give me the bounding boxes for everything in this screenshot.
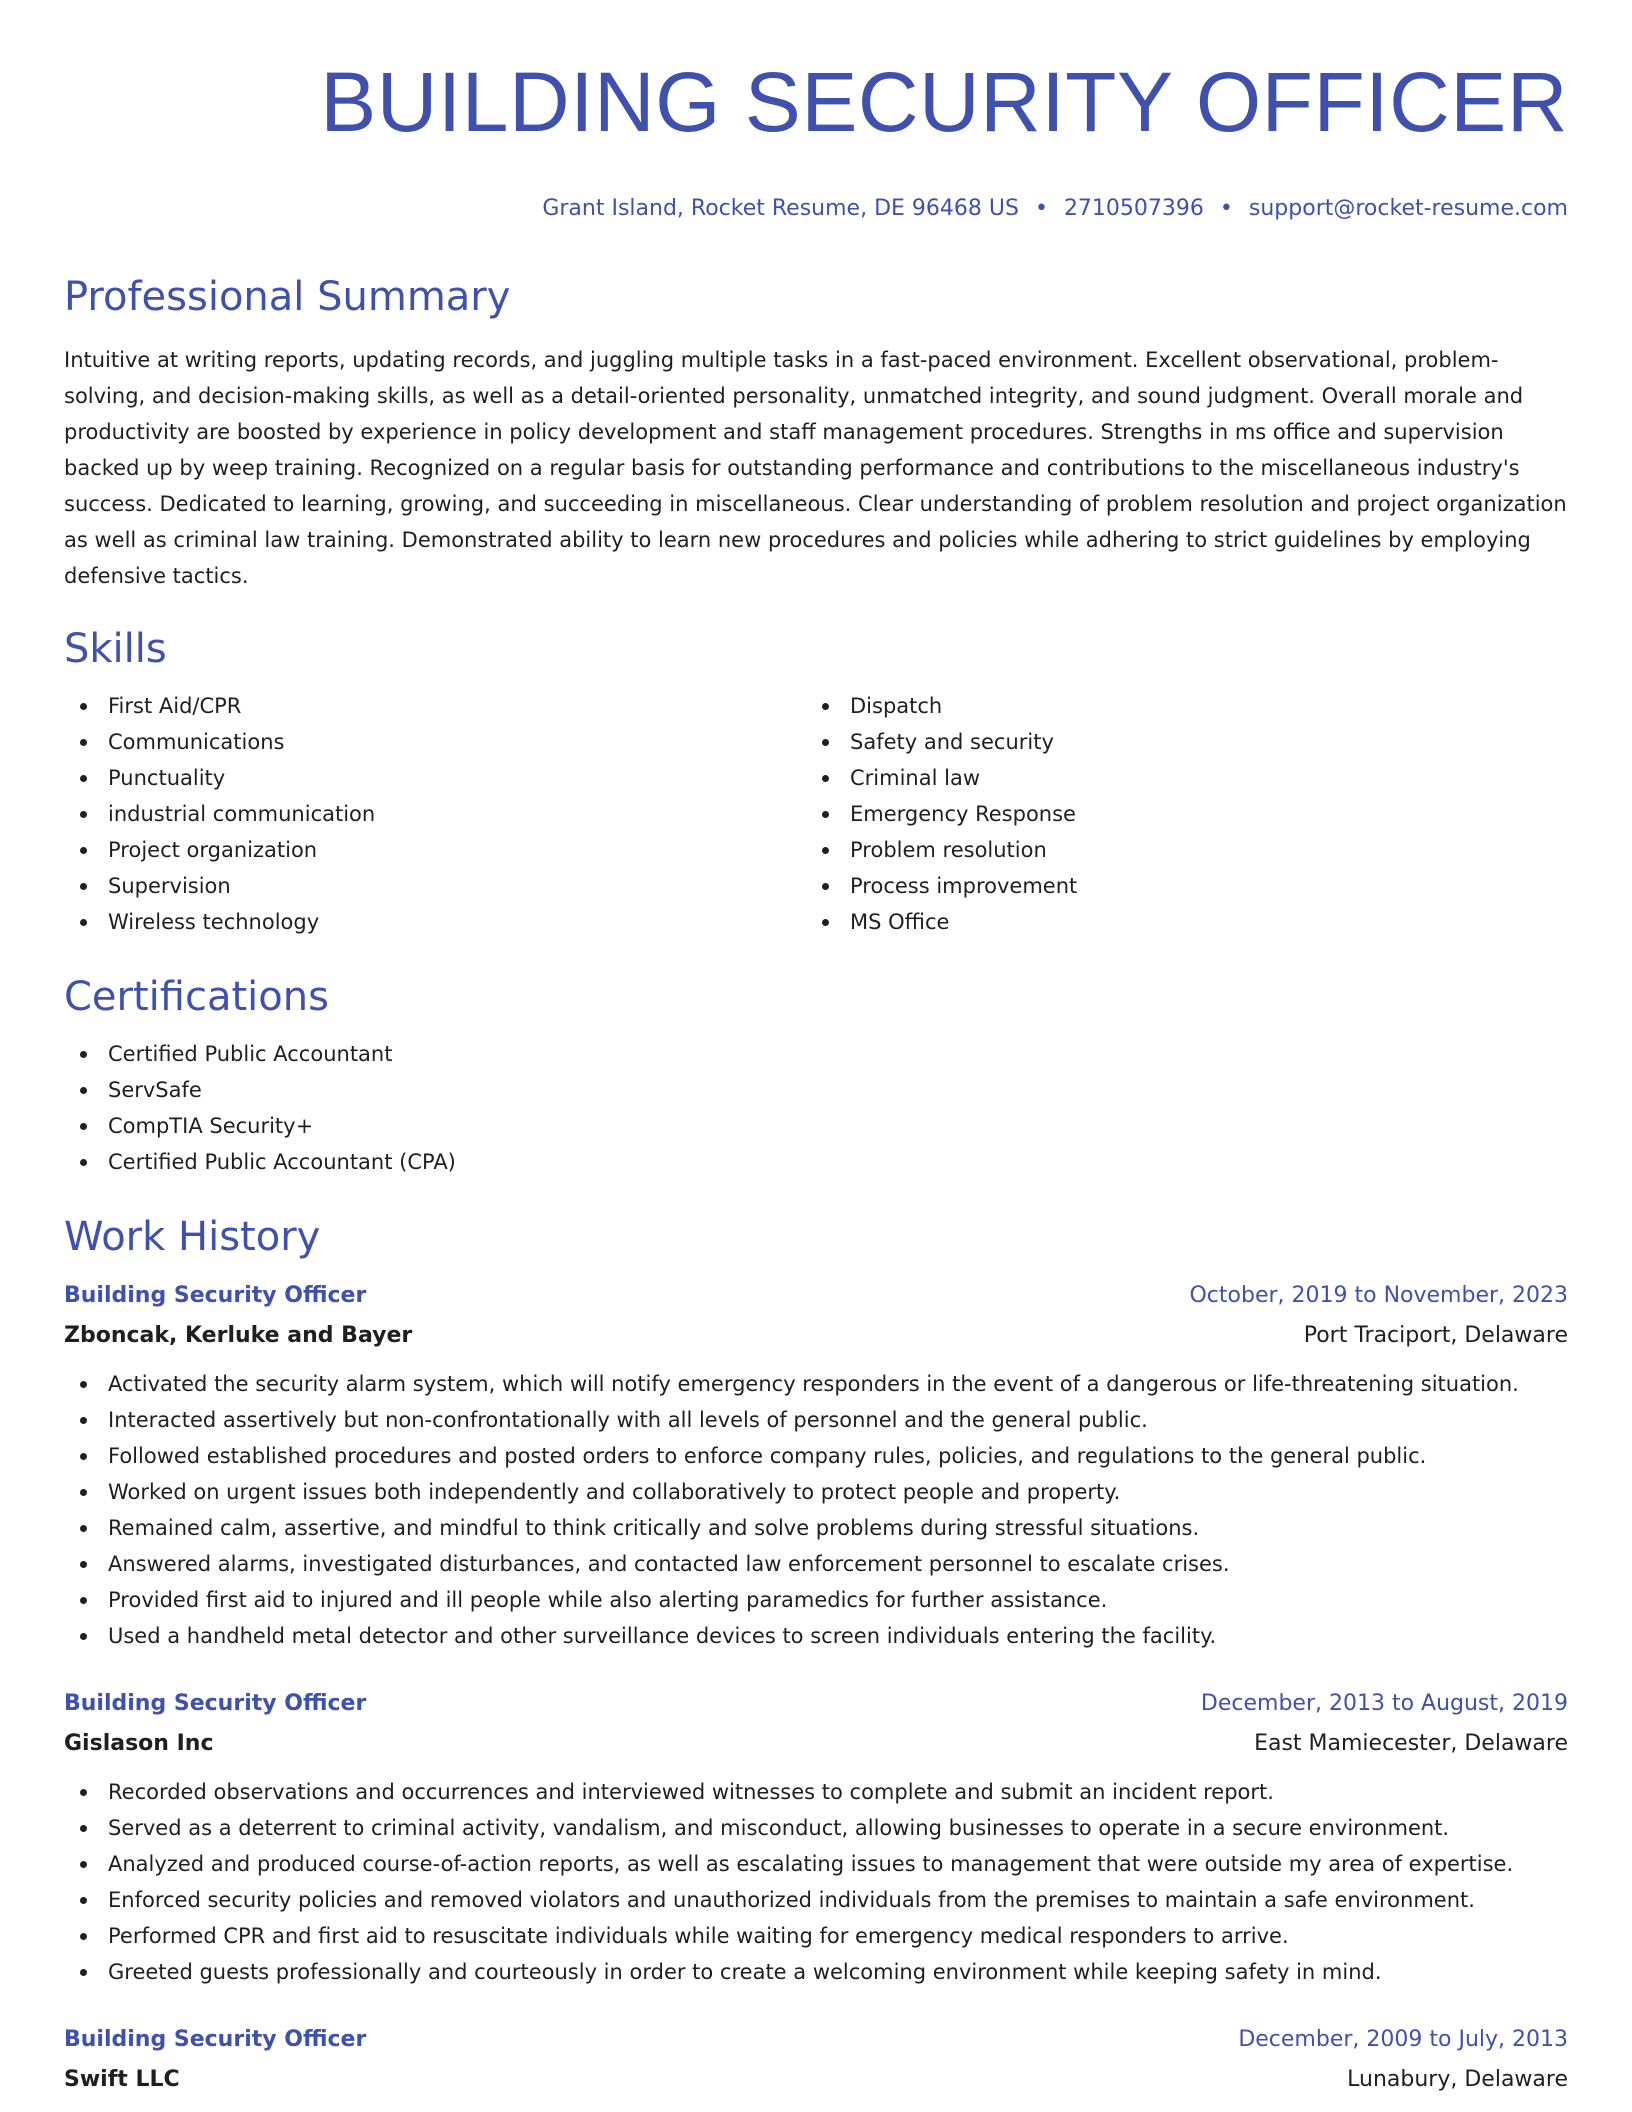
work-history-section — [64, 1212, 1568, 2100]
job-duty: Used a handheld metal detector and other surveillance devices to screen individuals entering the facility. — [64, 1618, 1568, 1654]
skill-item: Dispatch — [806, 688, 1548, 724]
job-entry — [64, 1276, 1568, 1654]
job-location: Lunabury, Delaware — [1347, 2067, 1568, 2092]
job-title: Building Security Officer — [64, 2027, 367, 2052]
job-dates: October, 2019 to November, 2023 — [1189, 1283, 1568, 1308]
job-duty: Enforced security policies and removed violators and unauthorized individuals from the premises to maintain a safe environment. — [64, 1882, 1568, 1918]
skill-item: Problem resolution — [806, 832, 1548, 868]
job-duty: Worked on urgent issues both independently and collaboratively to protect people and property. — [64, 1474, 1568, 1510]
job-duties-list — [64, 1366, 1568, 1654]
skill-item: Punctuality — [64, 760, 806, 796]
resume-header — [64, 0, 1568, 224]
summary-heading: Professional Summary — [64, 274, 511, 320]
job-duty: Greeted guests professionally and courteously in order to create a welcoming environment while keeping safety in mind. — [64, 1954, 1568, 1990]
contact-address: Grant Island, Rocket Resume, DE 96468 US — [542, 196, 1019, 221]
skill-item: MS Office — [806, 904, 1548, 940]
job-duty: Provided first aid to injured and ill people while also alerting paramedics for further assistance. — [64, 1582, 1568, 1618]
job-entry — [64, 2020, 1568, 2100]
certifications-section — [64, 972, 1568, 1180]
job-duty: Analyzed and produced course-of-action reports, as well as escalating issues to management that were outside my area of expertise. — [64, 1846, 1568, 1882]
job-location: East Mamiecester, Delaware — [1254, 1731, 1568, 1756]
skills-right-list — [806, 688, 1548, 940]
job-duty: Answered alarms, investigated disturbances, and contacted law enforcement personnel to escalate crises. — [64, 1546, 1568, 1582]
skills-left-list — [64, 688, 806, 940]
job-title: Building Security Officer — [64, 1691, 367, 1716]
contact-email[interactable]: support@rocket-resume.com — [1248, 196, 1568, 221]
job-duty: Recorded observations and occurrences and interviewed witnesses to complete and submit an incident report. — [64, 1774, 1568, 1810]
skill-item: Wireless technology — [64, 904, 806, 940]
candidate-title: BUILDING SECURITY OFFICER — [320, 55, 1568, 149]
job-duty: Activated the security alarm system, which will notify emergency responders in the event of a dangerous or life-threatening situation. — [64, 1366, 1568, 1402]
skill-item: industrial communication — [64, 796, 806, 832]
job-duty: Remained calm, assertive, and mindful to think critically and solve problems during stressful situations. — [64, 1510, 1568, 1546]
job-company-row — [64, 2060, 1568, 2100]
contact-line — [64, 194, 1568, 224]
job-entry — [64, 1684, 1568, 1990]
job-dates: December, 2009 to July, 2013 — [1238, 2027, 1568, 2052]
skill-item: Emergency Response — [806, 796, 1548, 832]
certification-item: CompTIA Security+ — [64, 1108, 1568, 1144]
resume-page — [64, 0, 1568, 2112]
job-title-row — [64, 2020, 1568, 2060]
job-company: Swift LLC — [64, 2067, 180, 2092]
job-dates: December, 2013 to August, 2019 — [1200, 1691, 1568, 1716]
job-company: Gislason Inc — [64, 1731, 214, 1756]
skill-item: Process improvement — [806, 868, 1548, 904]
certifications-list — [64, 1036, 1568, 1180]
skill-item: First Aid/CPR — [64, 688, 806, 724]
job-company-row — [64, 1724, 1568, 1764]
certifications-heading: Certifications — [64, 974, 329, 1020]
contact-separator: • — [1219, 196, 1233, 221]
skill-item: Supervision — [64, 868, 806, 904]
skill-item: Communications — [64, 724, 806, 760]
job-duty: Served as a deterrent to criminal activity, vandalism, and misconduct, allowing businesses to operate in a secure environment. — [64, 1810, 1568, 1846]
job-title-row — [64, 1684, 1568, 1724]
work-history-heading: Work History — [64, 1214, 321, 1260]
job-duty: Interacted assertively but non-confrontationally with all levels of personnel and the general public. — [64, 1402, 1568, 1438]
skills-heading: Skills — [64, 626, 167, 672]
contact-phone: 2710507396 — [1063, 196, 1204, 221]
skills-section — [64, 624, 1568, 940]
job-company: Zboncak, Kerluke and Bayer — [64, 1323, 413, 1348]
skills-columns — [64, 688, 1568, 940]
job-location: Port Traciport, Delaware — [1303, 1323, 1568, 1348]
contact-separator: • — [1034, 196, 1048, 221]
certification-item: ServSafe — [64, 1072, 1568, 1108]
job-title: Building Security Officer — [64, 1283, 367, 1308]
skill-item: Safety and security — [806, 724, 1548, 760]
summary-text: Intuitive at writing reports, updating records, and juggling multiple tasks in a fast-paced environment. Excellent observational, problem-solving, and decision-making skills, as well as a detail-oriented personality, unmatched integrity, and sound judgment. Overall morale and productivity are boosted by experience in policy development and staff management procedures. Strengths in ms office and supervision backed up by weep training. Recognized on a regular basis for outstanding performance and contributions to the miscellaneous industry's success. Dedicated to learning, growing, and succeeding in miscellaneous. Clear understanding of problem resolution and project organization as well as criminal law training. Demonstrated ability to learn new procedures and policies while adhering to strict guidelines by employing defensive tactics. — [64, 348, 1567, 588]
summary-section — [64, 272, 1568, 594]
job-duties-list — [64, 1774, 1568, 1990]
job-duty: Followed established procedures and posted orders to enforce company rules, policies, and regulations to the general public. — [64, 1438, 1568, 1474]
skill-item: Project organization — [64, 832, 806, 868]
certification-item: Certified Public Accountant — [64, 1036, 1568, 1072]
job-title-row — [64, 1276, 1568, 1316]
certification-item: Certified Public Accountant (CPA) — [64, 1144, 1568, 1180]
job-company-row — [64, 1316, 1568, 1356]
job-duty: Performed CPR and first aid to resuscitate individuals while waiting for emergency medical responders to arrive. — [64, 1918, 1568, 1954]
skill-item: Criminal law — [806, 760, 1548, 796]
